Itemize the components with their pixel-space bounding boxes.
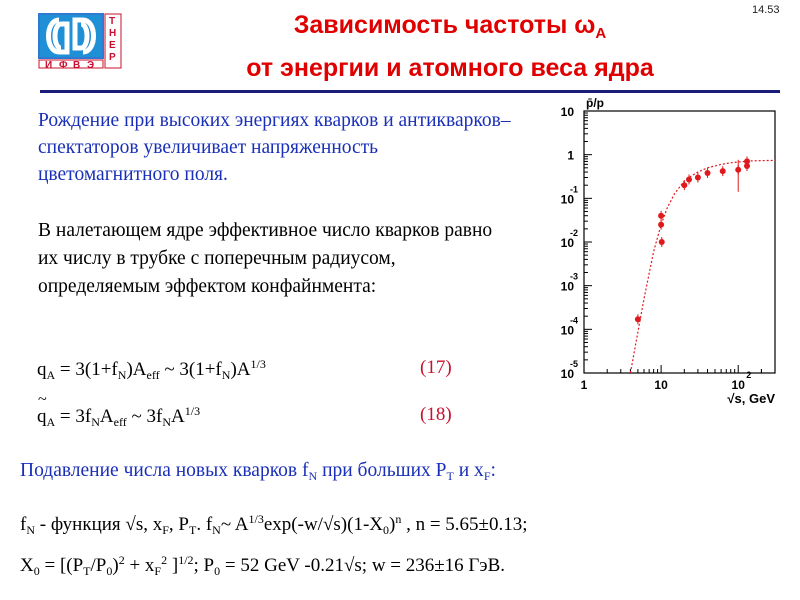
x-tick-label: 10 [731, 378, 745, 392]
formula-fn: $f_N$ - функция √s, $x_F$, $P_T$. $f_N\sim$ $A^{1/3}\exp(-w/√s)(1-X_0)^n$ , n = 5.65±0.13; [20, 512, 528, 537]
title-line-2: от энергии и атомного веса ядра [246, 54, 654, 82]
data-point [744, 158, 750, 164]
data-point [695, 174, 701, 180]
logo-letter: В [73, 60, 81, 70]
y-tick-label: 10 [560, 279, 574, 294]
x-tick-exponent: 2 [746, 370, 752, 380]
page-number: 14.53 [752, 4, 780, 16]
plot-frame [584, 111, 775, 373]
y-tick-exponent: -5 [570, 359, 579, 369]
x-tick-label: 10 [654, 378, 668, 392]
equation-18: ~ $q_A = 3f_NA_{eff}$ ~ $3f_NA^{1/3}$ [37, 404, 200, 430]
paragraph-quark-production: Рождение при высоких энергиях кварков и антикварков–спектаторов увеличивает напряженность цветомагнитного поля. [38, 110, 511, 185]
y-tick-label: 10 [560, 105, 574, 119]
data-point [658, 222, 664, 228]
paragraph-effective-quark-number: В налетающем ядре эффективное число кварков равно их числу в трубке с поперечным радиусом, определяемым эффектом конфайнмента: [38, 220, 493, 297]
data-point [658, 213, 664, 219]
y-tick-exponent: -2 [570, 228, 579, 238]
suppression-heading: Подавление числа новых кварков $f_N$ при больших $P_T$ и $x_F$: [20, 460, 496, 483]
y-tick-exponent: -3 [570, 271, 579, 282]
y-tick-label: 1 [567, 148, 574, 163]
institute-logo [37, 12, 123, 70]
fit-curve [630, 160, 775, 373]
logo-graphic [37, 12, 123, 70]
y-tick-exponent: -1 [570, 184, 579, 195]
equation-18-number: (18) [420, 404, 452, 425]
formula-x0: $X_0 = [(P_T/P_0)^2 + x_F^2$ ]$^{1/2}$; $P_0 = 52$ GeV -0.21√s; w = 236±16 ГэВ. [20, 553, 505, 578]
data-point [681, 182, 687, 188]
logo-letter: Ф [59, 60, 68, 70]
data-point [686, 176, 692, 182]
title-divider [40, 90, 780, 93]
title-line-1: Зависимость частоты $\omega_A$ [293, 11, 607, 42]
equation-17: $q_A = 3(1+f_N)A_{eff}$ ~ $3(1+f_N)A^{1/3}$ [37, 357, 266, 382]
data-point [659, 239, 665, 245]
y-tick-label: 10 [560, 323, 574, 338]
y-tick-label: 10 [560, 192, 574, 207]
y-tick-label: 10 [560, 367, 574, 381]
x-tick-label: 1 [580, 378, 588, 392]
logo-letter: Н [109, 28, 117, 39]
y-tick-label: 10 [560, 236, 574, 250]
equation-17-number: (17) [420, 357, 452, 378]
logo-letter: И [45, 60, 53, 70]
data-point [635, 316, 641, 322]
y-axis-label: p̄/p [586, 96, 604, 110]
antiproton-ratio-chart [520, 95, 795, 415]
logo-letter: Р [109, 52, 116, 63]
data-point [720, 168, 726, 174]
y-tick-exponent: -4 [570, 315, 579, 326]
slide-title [130, 8, 770, 85]
logo-letter: Т [109, 16, 116, 27]
chart-svg [520, 95, 795, 415]
logo-letter: Е [109, 40, 116, 51]
data-point [705, 170, 711, 176]
x-axis-label: √s, GeV [727, 391, 775, 406]
logo-letter: Э [87, 60, 95, 70]
